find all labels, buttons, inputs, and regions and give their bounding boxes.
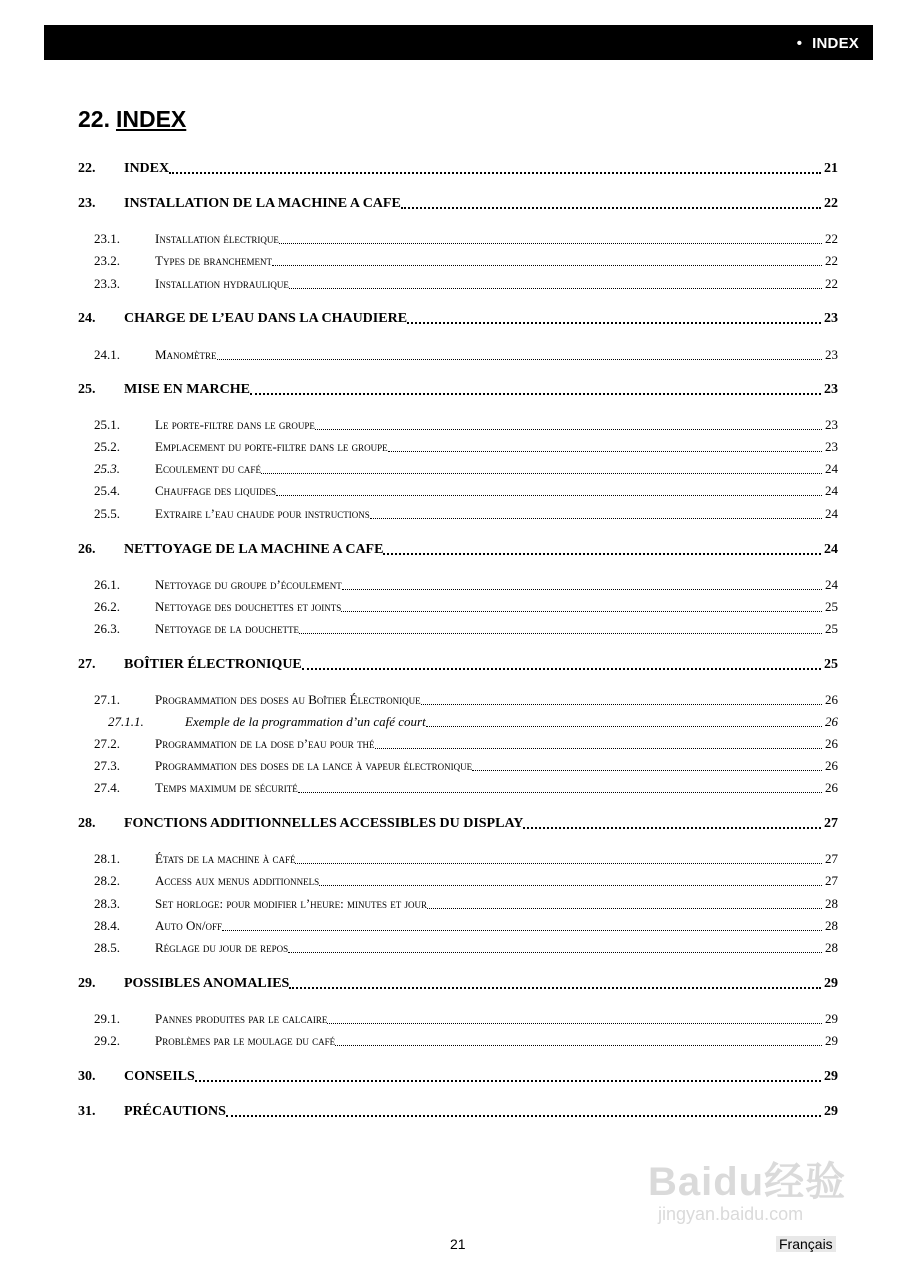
toc-entry-label: Installation électrique: [155, 231, 279, 246]
toc-entry-page: 22: [825, 276, 838, 291]
toc-entry-page: 23: [824, 382, 838, 397]
toc-entry-number: 28.5.: [94, 940, 120, 955]
toc-entry-label: Programmation des doses au Boîtier Électronique: [155, 692, 421, 707]
toc-entry[interactable]: [78, 160, 838, 178]
header-text: INDEX: [812, 35, 859, 52]
toc-entry-page: 24: [825, 577, 838, 592]
header-bar: [44, 25, 873, 60]
toc-leader-dots: [169, 172, 821, 174]
toc-entry-label: FONCTIONS ADDITIONNELLES ACCESSIBLES DU DISPLAY: [124, 816, 524, 831]
toc-leader-dots: [370, 518, 822, 519]
toc-entry-label: Exemple de la programmation d’un café court: [185, 714, 426, 729]
toc-leader-dots: [302, 668, 821, 670]
toc-entry-label: Access aux menus additionnels: [155, 873, 320, 888]
toc-entry-number: 24.: [78, 311, 96, 326]
toc-entry[interactable]: [78, 1068, 838, 1086]
toc-leader-dots: [401, 207, 821, 209]
toc-entry-page: 25: [824, 657, 838, 672]
header-label: [797, 35, 859, 52]
toc-entry-label: INSTALLATION DE LA MACHINE A CAFE: [124, 196, 401, 211]
toc-entry[interactable]: [78, 310, 838, 328]
toc-entry-page: 22: [825, 231, 838, 246]
toc-entry-page: 29: [824, 1104, 838, 1119]
toc-entry-page: 27: [825, 873, 838, 888]
toc-entry[interactable]: [94, 275, 838, 293]
toc-entry-page: 24: [825, 506, 838, 521]
toc-entry-label: Réglage du jour de repos: [155, 940, 289, 955]
toc-entry-number: 26.2.: [94, 599, 120, 614]
toc-entry-number: 22.: [78, 161, 96, 176]
toc-entry[interactable]: [94, 230, 838, 248]
toc-leader-dots: [407, 322, 821, 324]
toc-entry[interactable]: [94, 482, 838, 500]
header-bullet: •: [796, 35, 803, 52]
toc-entry-number: 27.2.: [94, 736, 120, 751]
toc-entry-number: 28.3.: [94, 896, 120, 911]
toc-entry-number: 27.1.: [94, 692, 120, 707]
toc-entry-label: Chauffage des liquides: [155, 483, 277, 498]
toc-entry-number: 23.3.: [94, 276, 120, 291]
toc-entry[interactable]: [94, 735, 838, 753]
toc-entry-label: Temps maximum de sécurité: [155, 780, 298, 795]
toc-entry[interactable]: [94, 1010, 838, 1028]
toc-entry-label: Installation hydraulique: [155, 276, 289, 291]
toc-entry-number: 28.4.: [94, 918, 120, 933]
toc-entry-label: Auto On/off: [155, 918, 222, 933]
toc-leader-dots: [276, 495, 822, 496]
toc-entry-page: 27: [824, 816, 838, 831]
toc-entry-label: Le porte-filtre dans le groupe: [155, 417, 315, 432]
toc-entry-label: Set horloge: pour modifier l’heure: minutes et jour: [155, 896, 428, 911]
toc-leader-dots: [261, 473, 822, 474]
toc-entry-label: Emplacement du porte-filtre dans le groupe: [155, 439, 388, 454]
toc-entry-number: 28.2.: [94, 873, 120, 888]
toc-entry-number: 29.2.: [94, 1033, 120, 1048]
toc-leader-dots: [250, 393, 821, 395]
toc-entry[interactable]: [94, 872, 838, 890]
toc-leader-dots: [383, 553, 821, 555]
toc-entry-label: CHARGE DE L’EAU DANS LA CHAUDIERE: [124, 311, 408, 326]
toc-entry[interactable]: [94, 850, 838, 868]
toc-entry[interactable]: [78, 541, 838, 559]
toc-leader-dots: [426, 726, 822, 727]
toc-entry[interactable]: [94, 346, 838, 364]
toc-leader-dots: [341, 611, 822, 612]
toc-leader-dots: [289, 288, 822, 289]
toc-entry-number: 27.4.: [94, 780, 120, 795]
toc-leader-dots: [217, 359, 822, 360]
toc-entry-number: 25.3.: [94, 461, 120, 476]
toc-entry-page: 29: [825, 1033, 838, 1048]
toc-leader-dots: [375, 748, 822, 749]
toc-entry-number: 26.3.: [94, 621, 120, 636]
toc-entry-label: CONSEILS: [124, 1069, 195, 1084]
watermark-logo-text: Baidu经验: [648, 1160, 847, 1204]
toc-entry-number: 25.5.: [94, 506, 120, 521]
toc-entry[interactable]: [94, 505, 838, 523]
toc-entry-number: 25.4.: [94, 483, 120, 498]
toc-entry-label: BOÎTIER ÉLECTRONIQUE: [124, 657, 302, 672]
toc-leader-dots: [315, 429, 822, 430]
toc-entry-number: 24.1.: [94, 347, 120, 362]
toc-entry-number: 25.2.: [94, 439, 120, 454]
toc-leader-dots: [226, 1115, 821, 1117]
toc-entry-page: 29: [824, 976, 838, 991]
toc-entry-page: 25: [825, 599, 838, 614]
toc-entry-number: 28.1.: [94, 851, 120, 866]
toc-entry[interactable]: [94, 620, 838, 638]
toc-entry-page: 22: [824, 196, 838, 211]
toc-entry[interactable]: [78, 656, 838, 674]
toc-leader-dots: [427, 908, 822, 909]
toc-entry-number: 25.1.: [94, 417, 120, 432]
toc-entry-number: 29.: [78, 976, 96, 991]
toc-entry-page: 29: [825, 1011, 838, 1026]
toc-entry-number: 31.: [78, 1104, 96, 1119]
toc-entry-number: 27.1.1.: [108, 714, 144, 729]
toc-entry[interactable]: [94, 691, 838, 709]
toc-entry[interactable]: [78, 381, 838, 399]
toc-leader-dots: [288, 952, 822, 953]
toc-entry-page: 25: [825, 621, 838, 636]
toc-entry[interactable]: [108, 713, 838, 731]
toc-leader-dots: [295, 863, 822, 864]
watermark-url: jingyan.baidu.com: [658, 1204, 804, 1224]
toc-leader-dots: [472, 770, 822, 771]
toc-entry[interactable]: [94, 757, 838, 775]
toc-leader-dots: [289, 987, 821, 989]
toc-entry-label: INDEX: [124, 161, 170, 176]
toc-entry-page: 24: [825, 483, 838, 498]
toc-entry-page: 22: [825, 253, 838, 268]
toc-entry-label: Nettoyage de la douchette: [155, 621, 299, 636]
toc-entry[interactable]: [94, 460, 838, 478]
toc-entry-page: 27: [825, 851, 838, 866]
toc-entry-label: Types de branchement: [155, 253, 272, 268]
toc-entry[interactable]: [78, 815, 838, 833]
toc-entry-page: 26: [825, 736, 838, 751]
toc-leader-dots: [222, 930, 822, 931]
toc-entry[interactable]: [94, 598, 838, 616]
toc-leader-dots: [298, 792, 822, 793]
toc-entry-label: NETTOYAGE DE LA MACHINE A CAFE: [124, 542, 384, 557]
toc-entry-label: Nettoyage des douchettes et joints: [155, 599, 342, 614]
toc-entry-number: 27.: [78, 657, 96, 672]
toc-entry-page: 29: [824, 1069, 838, 1084]
toc-entry-page: 23: [825, 417, 838, 432]
toc-entry-label: PRÉCAUTIONS: [124, 1104, 226, 1119]
toc-entry-number: 23.2.: [94, 253, 120, 268]
toc-leader-dots: [299, 633, 822, 634]
toc-leader-dots: [279, 243, 822, 244]
toc-entry[interactable]: [94, 939, 838, 957]
toc-entry[interactable]: [94, 416, 838, 434]
toc-entry-label: MISE EN MARCHE: [124, 382, 251, 397]
toc-entry[interactable]: [94, 576, 838, 594]
toc-entry-number: 23.1.: [94, 231, 120, 246]
toc-entry[interactable]: [94, 252, 838, 270]
toc-entry-number: 26.: [78, 542, 96, 557]
toc-entry-number: 28.: [78, 816, 96, 831]
toc-leader-dots: [335, 1045, 822, 1046]
toc-entry-page: 26: [825, 714, 838, 729]
toc-entry-number: 27.3.: [94, 758, 120, 773]
toc-entry[interactable]: [94, 917, 838, 935]
toc-leader-dots: [195, 1080, 821, 1082]
toc-entry-label: Ecoulement du café: [155, 461, 261, 476]
toc-entry[interactable]: [94, 1032, 838, 1050]
toc-entry-page: 28: [825, 896, 838, 911]
toc-entry-label: Programmation des doses de la lance à vapeur électronique: [155, 758, 473, 773]
toc-entry-number: 25.: [78, 382, 96, 397]
toc-entry-page: 26: [825, 692, 838, 707]
toc-entry-number: 30.: [78, 1069, 96, 1084]
toc-entry-page: 23: [825, 347, 838, 362]
toc-leader-dots: [523, 827, 821, 829]
toc-entry-label: États de la machine à café: [155, 851, 296, 866]
toc-entry[interactable]: [78, 195, 838, 213]
toc-entry-number: 23.: [78, 196, 96, 211]
toc-leader-dots: [272, 265, 822, 266]
toc-leader-dots: [319, 885, 822, 886]
toc-entry-page: 24: [825, 461, 838, 476]
toc-entry-page: 21: [824, 161, 838, 176]
toc-entry-label: Pannes produites par le calcaire: [155, 1011, 328, 1026]
toc-entry-number: 26.1.: [94, 577, 120, 592]
toc-entry-page: 23: [824, 311, 838, 326]
toc-entry-page: 23: [825, 439, 838, 454]
toc-entry-page: 28: [825, 918, 838, 933]
toc-entry-number: 29.1.: [94, 1011, 120, 1026]
toc-entry[interactable]: [94, 438, 838, 456]
toc-entry-page: 28: [825, 940, 838, 955]
page-title-text: INDEX: [115, 106, 187, 132]
toc-entry-page: 26: [825, 780, 838, 795]
toc-entry-label: Extraire l’eau chaude pour instructions: [155, 506, 370, 521]
toc-leader-dots: [388, 451, 822, 452]
toc-leader-dots: [342, 589, 822, 590]
page-title-number: 22.: [78, 106, 110, 132]
footer-language: Français: [776, 1236, 836, 1252]
toc-leader-dots: [421, 704, 822, 705]
toc-entry-label: Nettoyage du groupe d’écoulement: [155, 577, 342, 592]
toc-entry-label: Programmation de la dose d’eau pour thé: [155, 736, 375, 751]
toc-entry[interactable]: [78, 975, 838, 993]
footer-page-number: 21: [450, 1236, 466, 1252]
toc-entry-page: 24: [824, 542, 838, 557]
toc-entry-label: POSSIBLES ANOMALIES: [124, 976, 290, 991]
watermark: [648, 1140, 878, 1250]
toc-entry[interactable]: [78, 1103, 838, 1121]
toc-entry-page: 26: [825, 758, 838, 773]
toc-entry[interactable]: [94, 779, 838, 797]
toc-leader-dots: [327, 1023, 822, 1024]
toc-entry-label: Manomètre: [155, 347, 217, 362]
page-title: [78, 106, 186, 133]
toc-entry-label: Problèmes par le moulage du café: [155, 1033, 336, 1048]
toc-entry[interactable]: [94, 895, 838, 913]
